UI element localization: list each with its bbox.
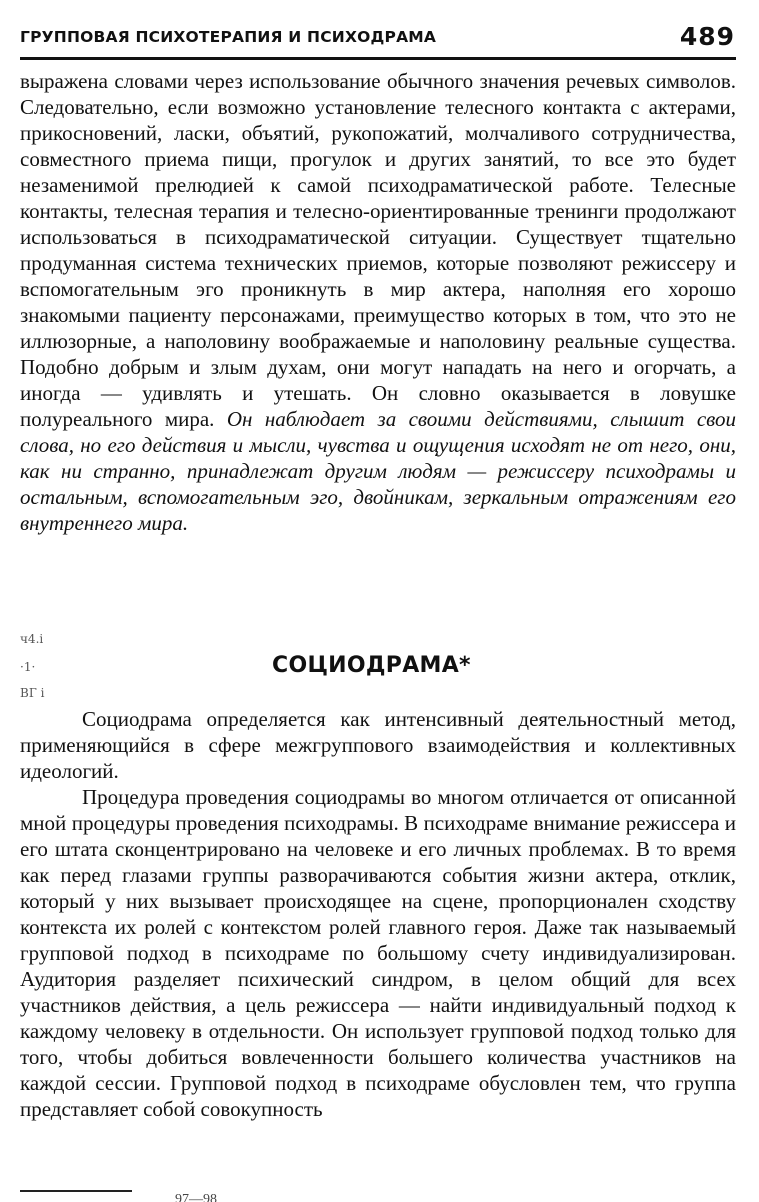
paragraph-continued <box>20 68 736 536</box>
page-number: 489 <box>679 22 735 51</box>
margin-marks <box>20 632 50 702</box>
footnote-fragment: 97—98 <box>175 1192 217 1202</box>
margin-mark: ·1· <box>20 660 36 674</box>
running-header <box>20 22 735 56</box>
section-heading: СОЦИОДРАМА* <box>272 653 471 678</box>
paragraph-definition: Социодрама определяется как интенсивный деятельностный метод, применяющийся в сфере межгруппового взаимодействия и коллективных идеологий. <box>20 707 736 783</box>
paragraph-italic-text: Он наблюдает за своими действиями, слышит свои слова, но его действия и мысли, чувства и ощущения исходят не от него, они, как ни странно, принадлежат другим людям — режиссеру психодрамы и остальным, вспомогательным эго, двойникам, зеркальным отражениям его внутреннего мира. <box>20 407 736 535</box>
paragraph-regular-text: выражена словами через использование обычного значения речевых символов. Следовательно, если возможно установление телесного контакта с актерами, прикосновений, ласки, объятий, рукопожатий, молчаливого сотрудничества, совместного приема пищи, прогулок и других занятий, то все это будет незаменимой прелюдией к самой психодраматической работе. Телесные контакты, телесная терапия и телесно-ориентированные тренинги продолжают использоваться в психодраматической ситуации. Существует тщательно продуманная система технических приемов, которые позволяют режиссеру и вспомогательным эго проникнуть в мир актера, наполняя его хорошо знакомыми пациенту персонажами, преимущество которых в том, что это не иллюзорные, а наполовину воображаемые и наполовину реальные существа. Подобно добрым и злым духам, они могут нападать на него и огорчать, а иногда — удивлять и утешать. Он словно оказывается в ловушке полуреального мира. <box>20 69 736 431</box>
footnote-rule <box>20 1190 132 1192</box>
margin-mark: ВГ і <box>20 686 45 700</box>
margin-mark: ч4.і <box>20 632 44 646</box>
header-rule <box>20 57 736 60</box>
paragraph-procedure: Процедура проведения социодрамы во многом отличается от описанной мной процедуры проведения психодрамы. В психодраме внимание режиссера и его штата сконцентрировано на человеке и его личных проблемах. В то время как перед глазами группы разворачиваются события жизни актера, отклик, который у них вызывает происходящее на сцене, пропорционален сходству контекста их ролей с контекстом ролей главного героя. Даже так называемый групповой подход в психодраме по большому счету индивидуализирован. Аудитория разделяет психический синдром, в целом общий для всех участников действия, а цель режиссера — найти индивидуальный подход к каждому человеку в отдельности. Он использует групповой подход только для того, чтобы добиться вовлеченности большего количества участников на каждой сессии. Групповой подход в психодраме обусловлен тем, что группа представляет собой совокупность <box>20 785 736 1121</box>
running-title: ГРУППОВАЯ ПСИХОТЕРАПИЯ И ПСИХОДРАМА <box>20 28 437 46</box>
